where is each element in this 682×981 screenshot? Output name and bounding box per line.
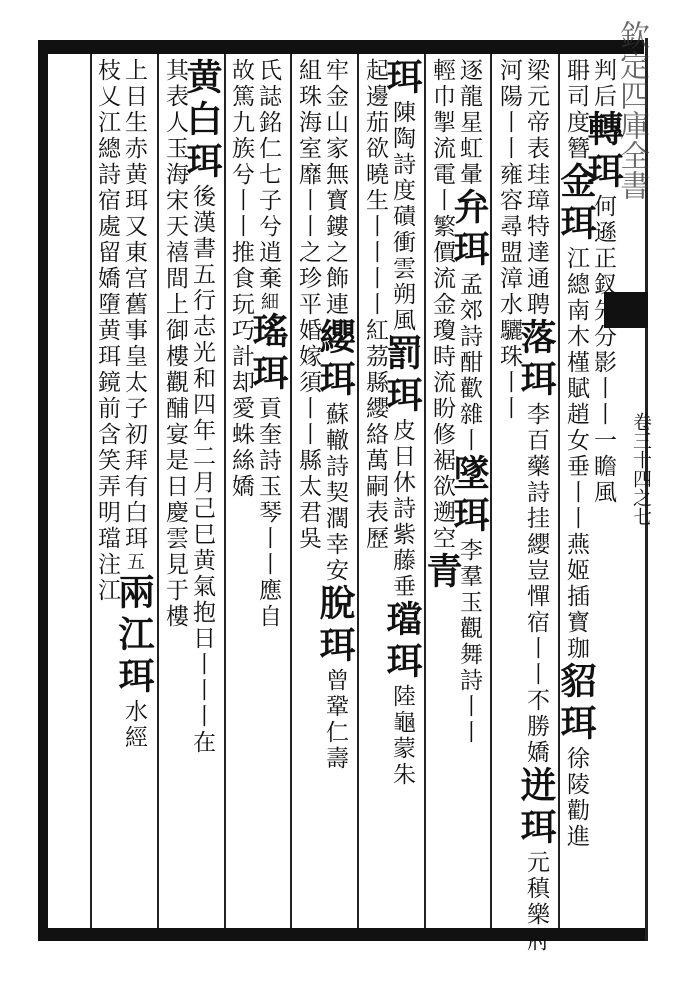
- entry-heading: 珥: [113, 657, 155, 699]
- column-line: [181, 58, 223, 924]
- entry-heading: 珥: [555, 204, 597, 246]
- column-rule: [90, 54, 92, 928]
- entry-heading: 珥: [448, 230, 490, 272]
- column-line: [314, 58, 356, 924]
- column-line: [448, 58, 490, 924]
- body-text: 後漢書五行志光和四年二月己巳黄氣抱日丨丨丨在: [189, 184, 215, 756]
- body-text: 河陽丨丨雍容尋盟漳水: [496, 58, 522, 318]
- text-column-7: [161, 58, 223, 924]
- running-head: 欽定四庫全書: [614, 20, 649, 200]
- entry-heading: 青: [421, 552, 463, 594]
- entry-heading: 珥: [582, 152, 624, 194]
- body-text: 起邊茄欲曉生丨丨: [362, 58, 388, 266]
- body-text: 注江: [94, 552, 120, 604]
- entry-heading: 珥: [181, 142, 223, 184]
- column-line: [381, 58, 423, 924]
- body-text: 孟郊詩酣歡雜: [456, 272, 482, 428]
- body-text: 蘇轍詩契濶幸安: [322, 402, 348, 584]
- body-text: 李百藥詩挂纓豈: [523, 402, 549, 584]
- body-text: 勸進: [563, 798, 589, 850]
- entry-heading: 貂: [555, 662, 597, 704]
- body-text: 故篤九族兮丨丨推食: [228, 58, 254, 292]
- body-text: 丨丨紅茘縣纓絡: [362, 266, 388, 448]
- entry-heading: 纓: [314, 318, 356, 360]
- column-line: [294, 58, 321, 924]
- entry-heading: 白: [181, 100, 223, 142]
- body-text: 上日生赤黄珥又東宫舊事皇太子初拜有白珥: [121, 58, 147, 552]
- body-text: 元稹樂府: [523, 850, 549, 954]
- entry-heading: 珥: [515, 360, 557, 402]
- folio-number: 五: [124, 552, 145, 573]
- body-text: 縣太君吳: [295, 448, 321, 552]
- body-text: 陳陶詩度磧衝雲朔風: [389, 100, 415, 334]
- body-text: 曾鞏仁壽: [322, 668, 348, 772]
- entry-heading: 珥: [314, 626, 356, 668]
- entry-heading: 弁: [448, 188, 490, 230]
- body-text: 丨繁價流金瓊: [429, 188, 455, 344]
- entry-heading: 珥: [314, 360, 356, 402]
- column-line: [161, 58, 188, 924]
- entry-heading: 珥: [381, 642, 423, 684]
- entry-heading: 璫: [381, 600, 423, 642]
- column-line: [421, 58, 463, 924]
- column-line: [227, 58, 254, 924]
- frame-bottom-border: [38, 928, 646, 941]
- small-note: 細: [258, 292, 279, 312]
- body-text: 耼司度簪: [563, 58, 589, 162]
- text-column-5: [294, 58, 356, 924]
- entry-heading: 轉: [582, 110, 624, 152]
- text-column-3: [421, 58, 490, 924]
- entry-heading: 珥: [515, 808, 557, 850]
- entry-heading: 珥: [448, 496, 490, 538]
- body-text: 垂丨丨燕姬插寳珈: [563, 454, 589, 662]
- entry-heading: 珥: [381, 58, 423, 100]
- body-text: 李羣玉觀舞詩丨丨: [456, 538, 482, 746]
- frame-left-border: [38, 40, 48, 941]
- body-text: 先分影丨丨一瞻: [590, 298, 616, 480]
- body-text: 時流盼修裾欲遡空: [429, 344, 455, 552]
- entry-heading: 落: [515, 318, 557, 360]
- entry-heading: 迸: [515, 766, 557, 808]
- body-text: 后: [590, 84, 616, 110]
- body-text: 江總南木槿賦趙女: [563, 246, 589, 454]
- body-text: 平婚嫁須丨丨: [295, 292, 321, 448]
- body-text: 徐陵: [563, 746, 589, 798]
- body-text: 逐龍星虹暈: [456, 58, 482, 188]
- body-text: 何遜正釵: [590, 194, 616, 298]
- text-column-6: [228, 58, 289, 924]
- column-line: [515, 58, 557, 954]
- entry-heading: 脫: [314, 584, 356, 626]
- body-text: 皮日休詩紫藤垂: [389, 418, 415, 600]
- entry-heading: 墜: [448, 454, 490, 496]
- body-text: 陸龜蒙朱: [389, 684, 415, 788]
- volume-label: 卷三十四之七: [630, 412, 652, 526]
- entry-heading: 黄: [181, 58, 223, 100]
- column-line: [555, 58, 597, 924]
- column-rule: [357, 54, 359, 928]
- text-column-8: [94, 58, 155, 924]
- body-text: 玩巧計却愛蛛絲嬌: [228, 292, 254, 500]
- entry-heading: 珥: [247, 354, 289, 396]
- column-line: [93, 58, 120, 924]
- body-text: 憚宿丨丨不勝嬌: [523, 584, 549, 766]
- frame-top-border: [38, 40, 644, 54]
- text-column-2: [495, 58, 557, 954]
- column-line: [361, 58, 388, 924]
- body-text: 貢奎詩玉琴丨丨應自: [255, 396, 281, 630]
- entry-heading: 兩: [113, 573, 155, 615]
- entry-heading: 金: [555, 162, 597, 204]
- body-text: 丨: [456, 428, 482, 454]
- body-text: 枝乂江總詩宿處留嬌墮黄珥鏡前含笑弄明璫: [94, 58, 120, 552]
- entry-heading: 珥: [381, 376, 423, 418]
- column-rule: [424, 54, 426, 928]
- body-text: 組珠海室靡丨丨之珍: [295, 58, 321, 292]
- body-text: 牢金山家無寳鏤之飾連: [322, 58, 348, 318]
- column-line: [113, 58, 155, 924]
- body-text: 輕巾掣流電: [429, 58, 455, 188]
- column-line: [247, 58, 289, 924]
- body-text: 水經: [121, 699, 147, 751]
- body-text: 風: [590, 480, 616, 506]
- text-column-4: [361, 58, 423, 924]
- column-rule: [224, 54, 226, 928]
- entry-heading: 瑤: [247, 312, 289, 354]
- column-rule: [490, 54, 492, 928]
- body-text: 氏誌銘仁七子兮逍棄: [255, 58, 281, 292]
- column-rule: [157, 54, 159, 928]
- body-text: 判: [590, 58, 616, 84]
- entry-heading: 珥: [555, 704, 597, 746]
- body-text: 其表人玉海宋天禧間上御樓觀酺宴是日慶雲見于樓: [162, 58, 188, 630]
- text-column-1: [555, 58, 624, 924]
- entry-heading: 罰: [381, 334, 423, 376]
- body-text: 梁元帝表珪璋特達通聘: [523, 58, 549, 318]
- entry-heading: 江: [113, 615, 155, 657]
- body-text: 萬嗣表歷: [362, 448, 388, 552]
- column-rule: [290, 54, 292, 928]
- body-text: 驪珠丨丨: [496, 318, 522, 422]
